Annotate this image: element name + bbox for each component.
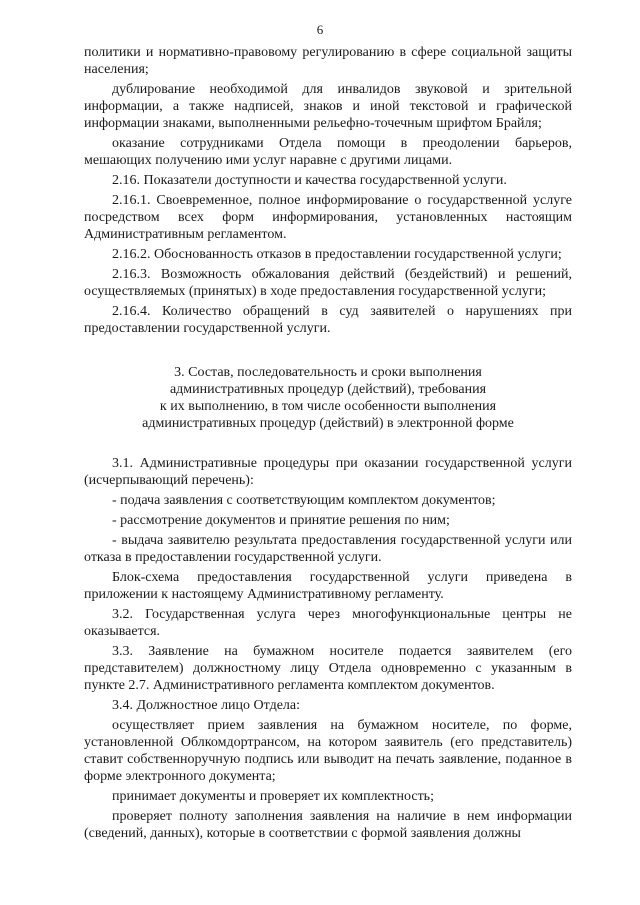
section-heading-line: 3. Состав, последовательность и сроки выполнения xyxy=(174,365,482,380)
paragraph: осуществляет прием заявления на бумажном носителе, по форме, установленной Облкомдортрансом, на котором заявитель (его представитель) ставит собственноручную подпись или выводит на печать заявление, поданное в форме электронного документа; xyxy=(84,718,572,784)
paragraph: 3.1. Административные процедуры при оказании государственной услуги (исчерпывающий перечень): xyxy=(84,456,572,488)
paragraph: оказание сотрудниками Отдела помощи в преодолении барьеров, мешающих получению ими услуг наравне с другими лицами. xyxy=(84,136,572,168)
paragraph: 3.3. Заявление на бумажном носителе подается заявителем (его представителем) должностному лицу Отдела одновременно с указанным в пункте 2.7. Административного регламента комплектом документов. xyxy=(84,644,572,693)
paragraph: 2.16.4. Количество обращений в суд заявителей о нарушениях при предоставлении государственной услуги. xyxy=(84,304,572,336)
paragraph: 2.16.3. Возможность обжалования действий (бездействий) и решений, осуществляемых (принятых) в ходе предоставления государственной услуги; xyxy=(84,267,572,299)
section-heading-line: административных процедур (действий), требования xyxy=(169,382,487,397)
document-body xyxy=(84,44,572,842)
paragraph: политики и нормативно-правовому регулированию в сфере социальной защиты населения; xyxy=(84,45,572,77)
section-heading-line: административных процедур (действий) в электронной форме xyxy=(142,416,514,431)
paragraph: 2.16.1. Своевременное, полное информирование о государственной услуге посредством всех форм информирования, установленных настоящим Административным регламентом. xyxy=(84,193,572,242)
paragraph: 3.4. Должностное лицо Отдела: xyxy=(112,698,301,713)
section-heading xyxy=(84,364,572,432)
page-number: 6 xyxy=(316,22,324,37)
top-paragraphs xyxy=(84,44,572,337)
paragraph: проверяет полноту заполнения заявления на наличие в нем информации (сведений, данных), которые в соответствии с формой заявления должны xyxy=(84,809,572,841)
paragraph: 2.16.2. Обоснованность отказов в предоставлении государственной услуги; xyxy=(112,247,562,262)
paragraph: Блок-схема предоставления государственной услуги приведена в приложении к настоящему Административному регламенту. xyxy=(84,570,572,602)
paragraph: - выдача заявителю результата предоставления государственной услуги или отказа в предоставлении государственной услуги. xyxy=(84,533,572,565)
paragraph: дублирование необходимой для инвалидов звуковой и зрительной информации, а также надписей, знаков и иной текстовой и графической информации знаками, выполненными рельефно-точечным шрифтом Брайля; xyxy=(84,82,572,131)
paragraph: - рассмотрение документов и принятие решения по ним; xyxy=(112,513,450,528)
paragraph: 3.2. Государственная услуга через многофункциональные центры не оказывается. xyxy=(84,607,572,639)
section-heading-line: к их выполнению, в том числе особенности выполнения xyxy=(159,399,497,414)
paragraph: 2.16. Показатели доступности и качества государственной услуги. xyxy=(112,173,507,188)
paragraph: - подача заявления с соответствующим комплектом документов; xyxy=(112,493,496,508)
bottom-paragraphs xyxy=(84,455,572,842)
paragraph: принимает документы и проверяет их комплектность; xyxy=(112,789,434,804)
